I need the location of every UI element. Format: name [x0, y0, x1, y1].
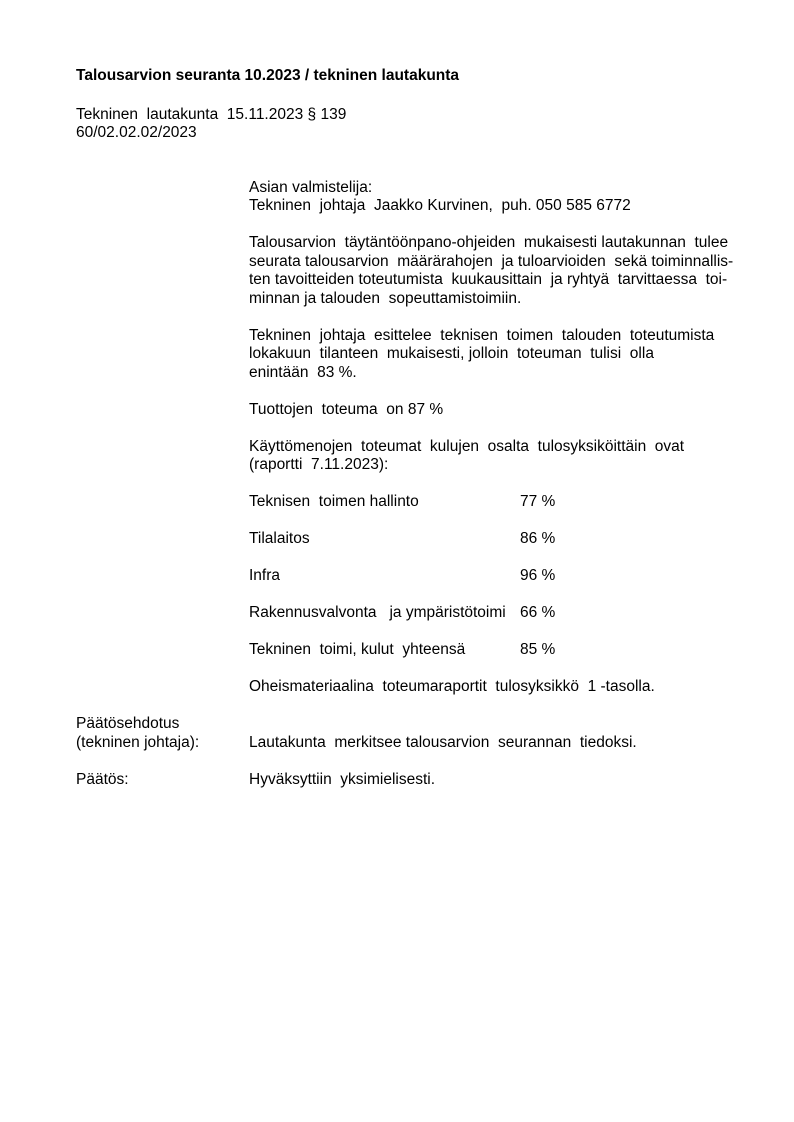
document-title: Talousarvion seuranta 10.2023 / tekninen lautakunta [76, 67, 460, 84]
decision-row [76, 771, 730, 790]
paragraph-line: (raportti 7.11.2023): [249, 456, 389, 473]
decision-proposal-row [76, 715, 730, 752]
table-row-value: 85 % [520, 641, 556, 658]
table-row-value: 86 % [520, 530, 556, 547]
table-row [249, 641, 730, 660]
paragraph-line: Tuottojen toteuma on 87 % [249, 400, 444, 418]
attachment-note [249, 678, 730, 697]
paragraph-presentation [249, 327, 730, 383]
paragraph-line: enintään 83 %. [249, 363, 357, 381]
table-row-label: Tekninen toimi, kulut yhteensä [249, 641, 466, 658]
table-row [249, 604, 730, 623]
table-row [249, 567, 730, 586]
paragraph-revenue [249, 401, 730, 420]
preparer-label: Asian valmistelija: [249, 178, 373, 196]
paragraph-line: seurata talousarvion määrärahojen ja tuloarvioiden sekä toiminnallis- [249, 252, 734, 270]
paragraph-budget-instructions [249, 234, 734, 308]
table-row-value: 77 % [520, 493, 556, 510]
decision-proposal-label-line2: (tekninen johtaja): [76, 733, 200, 751]
decision-proposal-label-line1: Päätösehdotus [76, 715, 180, 732]
decision-text: Hyväksyttiin yksimielisesti. [249, 770, 436, 788]
paragraph-line: lokakuun tilanteen mukaisesti, jolloin toteuman tulisi olla [249, 345, 654, 362]
table-row [249, 530, 730, 549]
committee-date-line: Tekninen lautakunta 15.11.2023 § 139 [76, 105, 347, 123]
paragraph-line: Talousarvion täytäntöönpano-ohjeiden mukaisesti lautakunnan tulee [249, 234, 729, 251]
paragraph-expenses-intro [249, 438, 730, 475]
table-row-label: Rakennusvalvonta ja ympäristötoimi [249, 604, 506, 621]
table-row-label: Tilalaitos [249, 530, 310, 547]
decision-proposal-label [76, 715, 249, 752]
case-number-line: 60/02.02.02/2023 [76, 124, 197, 141]
paragraph-line: ten tavoitteiden toteutumista kuukausittain ja ryhtyä tarvittaessa toi- [249, 271, 728, 288]
paragraph-line: Oheismateriaalina toteumaraportit tulosyksikkö 1 -tasolla. [249, 678, 655, 695]
content-column [249, 178, 734, 697]
decision-proposal-text: Lautakunta merkitsee talousarvion seurannan tiedoksi. [249, 733, 637, 751]
decision-label-line: Päätös: [76, 770, 129, 788]
table-row-label: Infra [249, 567, 281, 584]
paragraph-line: minnan ja talouden sopeuttamistoimiin. [249, 289, 522, 307]
preparer-block [249, 179, 730, 216]
paragraph-line: Käyttömenojen toteumat kulujen osalta tulosyksiköittäin ovat [249, 437, 685, 455]
table-row-value: 96 % [520, 567, 556, 584]
preparer-value: Tekninen johtaja Jaakko Kurvinen, puh. 050 585 6772 [249, 197, 631, 214]
table-row-value: 66 % [520, 604, 556, 621]
paragraph-line: Tekninen johtaja esittelee teknisen toimen talouden toteutumista [249, 326, 715, 344]
table-row [249, 493, 730, 512]
meta-block [76, 106, 794, 143]
decision-label [76, 771, 249, 790]
table-row-label: Teknisen toimen hallinto [249, 493, 419, 510]
